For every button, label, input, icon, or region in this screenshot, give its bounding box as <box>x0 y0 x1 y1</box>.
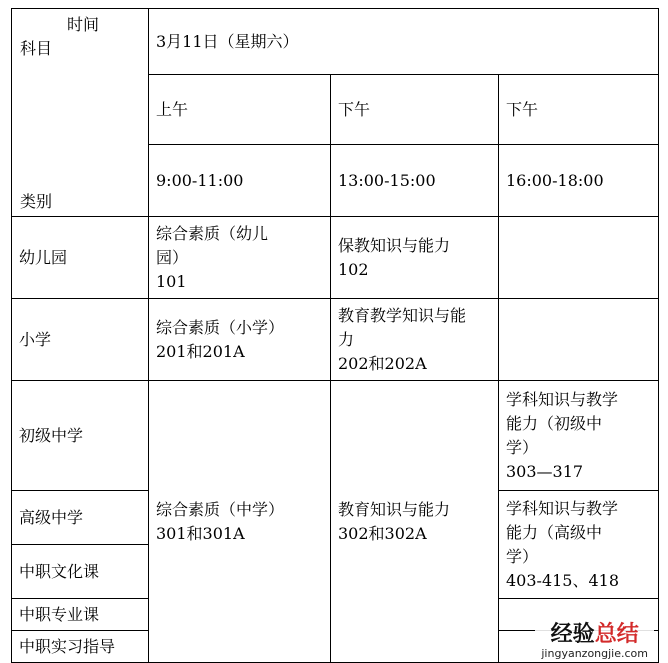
category-junior-high <box>12 381 149 491</box>
period-label: 下午 <box>338 99 371 119</box>
period-header-afternoon <box>331 75 499 145</box>
exam-name-line: 学科知识与教学 <box>506 389 619 409</box>
exam-name-line: 学） <box>506 546 539 566</box>
category-vocational-major <box>12 599 149 631</box>
time-header-afternoon <box>331 145 499 217</box>
exam-cell-kindergarten-afternoon <box>331 217 499 299</box>
corner-header-cell <box>12 9 149 217</box>
exam-cell-junior-high-late-afternoon <box>499 381 659 491</box>
watermark-part1: 经验 <box>550 622 595 647</box>
watermark-logo-text <box>551 623 639 647</box>
exam-name: 教育知识与能力 <box>338 499 451 519</box>
exam-name-line: 综合素质（幼儿 <box>156 223 269 243</box>
category-label: 高级中学 <box>19 507 84 527</box>
category-label: 中职文化课 <box>19 561 100 581</box>
exam-code: 102 <box>338 259 369 279</box>
exam-cell-primary-afternoon <box>331 299 499 381</box>
time-header-late-afternoon <box>499 145 659 217</box>
exam-cell-secondary-morning <box>149 381 331 663</box>
category-vocational-culture <box>12 545 149 599</box>
exam-name-line: 园） <box>156 247 189 267</box>
exam-name-line: 教育教学知识与能 <box>338 305 467 325</box>
category-label: 小学 <box>19 329 52 349</box>
exam-code: 403-415、418 <box>506 570 620 590</box>
exam-cell-kindergarten-late-afternoon <box>499 217 659 299</box>
period-label: 上午 <box>156 99 189 119</box>
category-senior-high <box>12 491 149 545</box>
category-primary <box>12 299 149 381</box>
site-watermark <box>535 621 654 660</box>
exam-cell-senior-high-late-afternoon <box>499 491 659 599</box>
exam-code: 202和202A <box>338 353 427 373</box>
corner-time-label: 时间 <box>67 15 100 34</box>
exam-name-line: 能力（初级中 <box>506 413 603 433</box>
corner-category-label: 类别 <box>20 192 53 211</box>
exam-code: 303—317 <box>506 461 584 481</box>
time-header-morning <box>149 145 331 217</box>
exam-name: 保教知识与能力 <box>338 235 451 255</box>
category-label: 幼儿园 <box>19 247 68 267</box>
period-label: 下午 <box>506 99 539 119</box>
time-label: 16:00-18:00 <box>506 170 604 190</box>
exam-cell-secondary-afternoon <box>331 381 499 663</box>
exam-schedule-table <box>11 8 659 663</box>
category-kindergarten <box>12 217 149 299</box>
exam-code: 301和301A <box>156 523 245 543</box>
exam-name-line: 学） <box>506 437 539 457</box>
category-vocational-practice <box>12 631 149 663</box>
exam-cell-primary-morning <box>149 299 331 381</box>
corner-subject-label: 科目 <box>20 39 53 58</box>
time-label: 13:00-15:00 <box>338 170 436 190</box>
category-label: 初级中学 <box>19 425 84 445</box>
category-label: 中职专业课 <box>19 604 100 624</box>
exam-name-line: 力 <box>338 329 355 349</box>
date-header <box>149 9 659 75</box>
exam-code: 101 <box>156 271 187 291</box>
time-label: 9:00-11:00 <box>156 170 244 190</box>
exam-code: 201和201A <box>156 341 245 361</box>
watermark-part2: 总结 <box>594 622 639 647</box>
exam-cell-primary-late-afternoon <box>499 299 659 381</box>
watermark-url: jingyanzongjie.com <box>541 647 648 660</box>
exam-code: 302和302A <box>338 523 427 543</box>
date-label: 3月11日（星期六） <box>156 31 299 51</box>
category-label: 中职实习指导 <box>19 636 116 656</box>
exam-name-line: 能力（高级中 <box>506 522 603 542</box>
exam-name: 综合素质（小学） <box>156 317 285 337</box>
period-header-late-afternoon <box>499 75 659 145</box>
exam-name-line: 学科知识与教学 <box>506 498 619 518</box>
exam-name: 综合素质（中学） <box>156 499 285 519</box>
period-header-morning <box>149 75 331 145</box>
exam-cell-kindergarten-morning <box>149 217 331 299</box>
